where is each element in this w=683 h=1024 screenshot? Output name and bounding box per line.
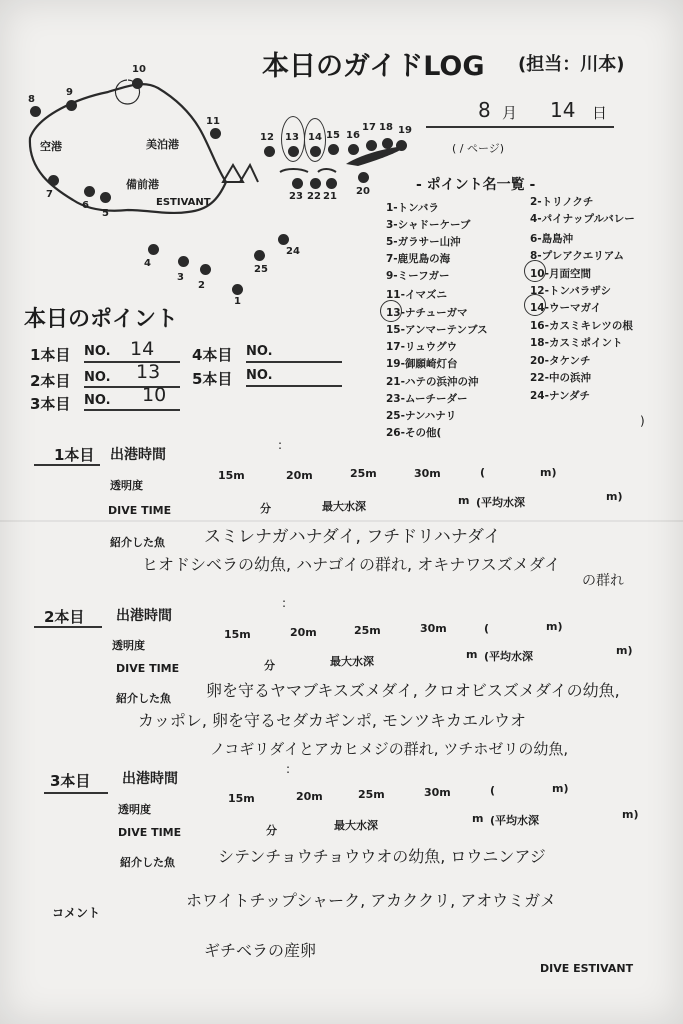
dive-2-title: 2本目	[44, 608, 85, 626]
point-item: 4-パイナップルバレー	[530, 213, 635, 225]
point-item: 26-その他(	[386, 427, 442, 439]
dive-slot-label: 4本目	[192, 346, 233, 364]
no-label: NO.	[246, 368, 273, 383]
vis-option: 25m	[354, 624, 381, 637]
point-item: 1-トンバラ	[386, 202, 439, 214]
fish-line: シテンチョウチョウウオの幼魚, ロウニンアジ	[218, 847, 546, 866]
vis-option: 30m	[420, 622, 447, 635]
no-label: NO.	[84, 393, 111, 408]
map-num-8: 8	[28, 94, 35, 105]
circle-13-list	[380, 300, 402, 322]
today-points-title: 本日のポイント	[24, 307, 179, 332]
point-item: 8-プレアクエリアム	[530, 250, 624, 262]
map-point-9	[66, 100, 77, 111]
point-item: 14-ウーマガイ	[530, 302, 602, 314]
circle-14	[304, 118, 326, 162]
map-num-11: 11	[206, 116, 220, 127]
date-month-label: 月	[502, 104, 518, 122]
maxdepth-label: 最大水深	[334, 819, 378, 832]
map-label-shop: ESTIVANT	[156, 197, 211, 208]
depart-colon: :	[278, 438, 283, 452]
point-item: 21-ハテの浜沖の沖	[386, 376, 479, 388]
fish-line: の群れ	[582, 573, 624, 589]
map-num-7: 7	[46, 189, 53, 200]
depart-label: 出港時間	[122, 771, 178, 787]
map-num-13: 13	[285, 132, 299, 143]
no-label: NO.	[84, 344, 111, 359]
minutes-label: 分	[266, 824, 277, 837]
underline	[84, 409, 180, 411]
fish-label: 紹介した魚	[120, 856, 175, 869]
vis-option: m)	[552, 782, 569, 795]
avg-depth-end: m)	[616, 644, 633, 657]
vis-option: m)	[540, 466, 557, 479]
vis-option: 20m	[286, 469, 313, 482]
map-num-14: 14	[308, 132, 322, 143]
comment-line: ギチベラの産卵	[204, 941, 317, 960]
depart-label: 出港時間	[116, 608, 172, 624]
map-point-24	[278, 234, 289, 245]
maxdepth-unit: m	[472, 812, 484, 825]
map-point-20	[358, 172, 369, 183]
vis-option: 15m	[228, 792, 255, 805]
map-point-3	[178, 256, 189, 267]
depart-colon: :	[282, 596, 287, 610]
map-point-23	[292, 178, 303, 189]
circle-10-list	[524, 260, 546, 282]
point-item: 25-ナンハナリ	[386, 410, 457, 422]
map-num-18: 18	[379, 122, 393, 133]
points-list-title: - ポイント名一覧 -	[416, 177, 536, 193]
vis-option: (	[490, 784, 496, 797]
map-point-8	[30, 106, 41, 117]
fish-label: 紹介した魚	[116, 692, 171, 705]
fish-line: ヒオドシベラの幼魚, ハナゴイの群れ, オキナワスズメダイ	[142, 555, 561, 574]
no-label: NO.	[246, 344, 273, 359]
map-point-11	[210, 128, 221, 139]
date-day-label: 日	[592, 104, 608, 122]
map-num-6: 6	[82, 200, 89, 211]
vis-option: (	[484, 622, 490, 635]
point-item: 24-ナンダチ	[530, 390, 591, 402]
map-label-harbor-bi: 備前港	[126, 178, 159, 191]
point-item: 12-トンバラザシ	[530, 285, 612, 297]
map-num-9: 9	[66, 87, 73, 98]
map-num-10: 10	[132, 64, 146, 75]
map-point-21	[326, 178, 337, 189]
vis-option: 15m	[218, 469, 245, 482]
vis-option: 30m	[424, 786, 451, 799]
page-number: ( / ページ)	[452, 142, 505, 155]
map-num-23: 23	[289, 191, 303, 202]
map-point-12	[264, 146, 275, 157]
dive-1-point-no: 14	[130, 338, 155, 360]
avg-depth-label: (平均水深	[490, 814, 540, 827]
point-item: 7-鹿児島の海	[386, 253, 451, 265]
map-num-22: 22	[307, 191, 321, 202]
dive-slot-label: 3本目	[30, 395, 71, 413]
map-point-16	[348, 144, 359, 155]
underline	[246, 385, 342, 387]
map-point-15	[328, 144, 339, 155]
map-num-21: 21	[323, 191, 337, 202]
map-num-1: 1	[234, 296, 241, 307]
map-num-24: 24	[286, 246, 300, 257]
visibility-label: 透明度	[112, 639, 145, 652]
divetime-label: DIVE TIME	[108, 504, 172, 517]
point-item: 18-カスミポイント	[530, 337, 623, 349]
underline	[34, 464, 100, 466]
date-day: 14	[550, 98, 576, 122]
point-item: 15-アンマーテンブス	[386, 324, 488, 336]
guide-name: (担当：川本)	[518, 54, 625, 75]
fish-label: 紹介した魚	[110, 536, 165, 549]
fish-line: カッポレ, 卵を守るセダカギンポ, モンツキカエルウオ	[138, 711, 527, 730]
vis-option: 20m	[296, 790, 323, 803]
page-title: 本日のガイドLOG	[262, 51, 485, 82]
avg-depth-label: (平均水深	[484, 650, 534, 663]
points-list-close: )	[640, 414, 645, 428]
island-map	[18, 60, 418, 310]
circle-13	[281, 116, 305, 162]
footer-shop-name: DIVE ESTIVANT	[540, 962, 634, 975]
divetime-label: DIVE TIME	[118, 826, 182, 839]
map-num-20: 20	[356, 186, 370, 197]
maxdepth-unit: m	[466, 648, 478, 661]
map-num-25: 25	[254, 264, 268, 275]
map-point-25	[254, 250, 265, 261]
underline	[34, 626, 102, 628]
divetime-label: DIVE TIME	[116, 662, 180, 675]
dive-2-point-no: 13	[136, 361, 161, 383]
avg-depth-end: m)	[606, 490, 623, 503]
point-item: 6-島島沖	[530, 233, 574, 245]
map-num-19: 19	[398, 125, 412, 136]
map-point-10	[132, 78, 143, 89]
map-num-17: 17	[362, 122, 376, 133]
vis-option: 25m	[350, 467, 377, 480]
map-label-airport: 空港	[40, 140, 62, 153]
underline	[44, 792, 108, 794]
avg-depth-label: (平均水深	[476, 496, 526, 509]
map-num-15: 15	[326, 130, 340, 141]
map-point-1	[232, 284, 243, 295]
point-item: 9-ミーフガー	[386, 270, 450, 282]
visibility-label: 透明度	[118, 803, 151, 816]
map-point-17	[366, 140, 377, 151]
vis-option: 25m	[358, 788, 385, 801]
vis-option: 20m	[290, 626, 317, 639]
point-item: 3-シャドーケーブ	[386, 219, 471, 231]
dive-slot-label: 5本目	[192, 370, 233, 388]
map-num-5: 5	[102, 208, 109, 219]
avg-depth-end: m)	[622, 808, 639, 821]
maxdepth-label: 最大水深	[330, 655, 374, 668]
map-num-4: 4	[144, 258, 151, 269]
map-num-16: 16	[346, 130, 360, 141]
date-month: 8	[478, 98, 491, 122]
fish-line: スミレナガハナダイ, フチドリハナダイ	[204, 527, 501, 547]
point-item: 23-ムーチーダー	[386, 393, 468, 405]
maxdepth-unit: m	[458, 494, 470, 507]
map-point-2	[200, 264, 211, 275]
circle-14-list	[524, 294, 546, 316]
point-item: 11-イマズニ	[386, 289, 447, 301]
visibility-label: 透明度	[110, 479, 143, 492]
map-num-2: 2	[198, 280, 205, 291]
point-item: 20-タケンチ	[530, 355, 591, 367]
fish-line: ノコギリダイとアカヒメジの群れ, ツチホゼリの幼魚,	[210, 740, 569, 758]
minutes-label: 分	[264, 659, 275, 672]
maxdepth-label: 最大水深	[322, 500, 366, 513]
depart-label: 出港時間	[110, 447, 166, 463]
point-item: 19-御願崎灯台	[386, 358, 458, 370]
underline	[84, 361, 180, 363]
point-item: 17-リュウグウ	[386, 341, 458, 353]
dive-3-point-no: 10	[142, 384, 167, 406]
minutes-label: 分	[260, 502, 271, 515]
map-num-12: 12	[260, 132, 274, 143]
vis-option: (	[480, 466, 486, 479]
underline	[246, 361, 342, 363]
map-point-5	[100, 192, 111, 203]
dive-slot-label: 1本目	[30, 346, 71, 364]
vis-option: m)	[546, 620, 563, 633]
vis-option: 15m	[224, 628, 251, 641]
comment-label: コメント	[52, 906, 101, 920]
point-item: 5-ガラサー山沖	[386, 236, 461, 248]
point-item: 2-トリノクチ	[530, 196, 594, 208]
vis-option: 30m	[414, 467, 441, 480]
point-item: 16-カスミキレツの根	[530, 320, 633, 332]
map-point-4	[148, 244, 159, 255]
dive-slot-label: 2本目	[30, 372, 71, 390]
comment-line: ホワイトチップシャーク, アカククリ, アオウミガメ	[186, 891, 557, 910]
map-point-18	[382, 138, 393, 149]
no-label: NO.	[84, 370, 111, 385]
map-point-22	[310, 178, 321, 189]
date-underline	[426, 126, 614, 128]
dive-1-title: 1本目	[54, 446, 95, 464]
map-label-harbor-mi: 美泊港	[146, 138, 179, 151]
map-point-19	[396, 140, 407, 151]
map-num-3: 3	[177, 272, 184, 283]
dive-3-title: 3本目	[50, 772, 91, 790]
fish-line: 卵を守るヤマブキスズメダイ, クロオビスズメダイの幼魚,	[206, 681, 620, 700]
depart-colon: :	[286, 762, 291, 776]
point-item: 22-中の浜沖	[530, 372, 591, 384]
point-item: 13-ナチューガマ	[386, 307, 468, 319]
map-point-7	[48, 175, 59, 186]
point-item: 10-月面空間	[530, 268, 591, 280]
map-point-6	[84, 186, 95, 197]
